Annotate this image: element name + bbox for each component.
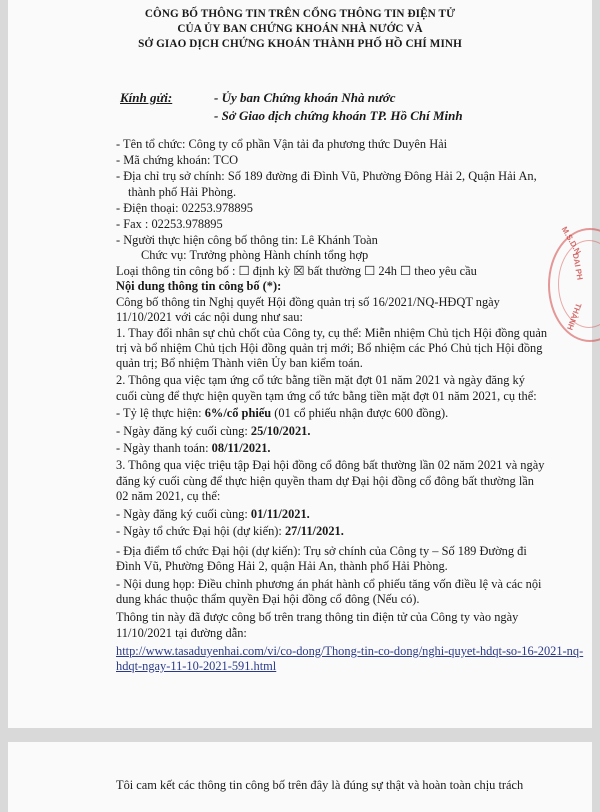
org-name: - Tên tổ chức: Công ty cổ phần Vận tải đa phương thức Duyên Hải [116,137,448,151]
payout-ratio-note: (01 cổ phiếu nhận được 600 đồng). [271,406,449,420]
item1-line-2: trị và bổ nhiệm Chủ tịch Hội đồng quản trị mới; Bổ nhiệm các Phó Chủ tịch Hội đồng [116,341,543,355]
record-date-label: - Ngày đăng ký cuối cùng: [116,424,251,438]
intro-line-2: 11/10/2021 với các nội dung như sau: [116,310,303,324]
discloser-position: Chức vụ: Trưởng phòng Hành chính tổng hợp [141,248,369,262]
venue-line-1: - Địa điểm tổ chức Đại hội (dự kiến): Trụ sở chính của Công ty – Số 189 Đường đi [116,544,527,558]
commitment-text: Tôi cam kết các thông tin công bố trên đây là đúng sự thật và hoàn toàn chịu trách [116,778,524,792]
intro-line-1: Công bố thông tin Nghị quyết Hội đồng quản trị số 16/2021/NQ-HĐQT ngày [116,295,500,309]
item1-line-3: quản trị; Bổ nhiệm Thành viên Ủy ban kiểm toán. [116,356,363,370]
recipient-hose: - Sở Giao dịch chứng khoán TP. Hồ Chí Minh [214,108,463,123]
fax: - Fax : 02253.978895 [116,217,223,231]
meeting-date [116,524,344,539]
meeting-date-value: 27/11/2021. [284,524,344,538]
header-line-3: SỞ GIAO DỊCH CHỨNG KHOÁN THÀNH PHỐ HỒ CHÍ MINH [138,38,462,50]
payment-date-label: - Ngày thanh toán: [116,441,212,455]
disclosure-link-line-1[interactable]: http://www.tasaduyenhai.com/vi/co-dong/Thong-tin-co-dong/nghi-quyet-hdqt-so-16-2021-nq- [116,644,584,658]
payment-date [116,441,271,456]
seal-text-1: DAI PH [570,252,585,281]
recipient-ssc: - Ủy ban Chứng khoán Nhà nước [214,90,396,105]
discloser: - Người thực hiện công bố thông tin: Lê Khánh Toàn [116,233,378,247]
published-line-2: 11/10/2021 tại đường dẫn: [116,626,247,640]
meeting-record-date-value: 01/11/2021. [250,507,310,521]
phone: - Điện thoại: 02253.978895 [116,201,253,215]
item3-line-1: 3. Thông qua việc triệu tập Đại hội đồng cổ đông bất thường lần 02 năm 2021 và ngày [116,458,545,472]
addressee-label: Kính gửi: [120,90,173,105]
item2-line-2: cuối cùng để thực hiện quyền tạm ứng cổ tức bằng tiền mặt đợt 01 năm 2021, cụ thể: [116,389,537,403]
payout-ratio [116,406,448,421]
seal-text-3: THÀNH [564,301,584,332]
document-page [8,0,592,728]
document-page-2 [8,742,592,812]
record-date [116,424,310,439]
record-date-value: 25/10/2021. [250,424,311,438]
meeting-record-date-label: - Ngày đăng ký cuối cùng: [116,507,251,521]
seal-text-2: M.S.D.N [559,225,583,256]
header-line-1: CÔNG BỐ THÔNG TIN TRÊN CỔNG THÔNG TIN ĐIỆN TỬ [144,8,456,20]
disclosure-link-line-2[interactable]: hdqt-ngay-11-10-2021-591.html [116,659,277,673]
header-line-2: CỦA ỦY BAN CHỨNG KHOÁN NHÀ NƯỚC VÀ [177,23,423,35]
stock-code: - Mã chứng khoán: TCO [116,153,239,167]
payout-ratio-value: 6%/cổ phiếu [204,406,272,420]
item2-line-1: 2. Thông qua việc tạm ứng cổ tức bằng tiền mặt đợt 01 năm 2021 và ngày đăng ký [116,373,525,387]
disclosure-type: Loại thông tin công bố : ☐ định kỳ ☒ bất thường ☐ 24h ☐ theo yêu cầu [116,264,477,278]
content-heading: Nội dung thông tin công bố (*): [116,279,282,293]
published-line-1: Thông tin này đã được công bố trên trang thông tin điện tử của Công ty vào ngày [116,610,519,624]
payment-date-value: 08/11/2021. [211,441,271,455]
agenda-line-2: dung khác thuộc thẩm quyền Đại hội đồng cổ đông (Nếu có). [116,592,420,606]
item3-line-3: 02 năm 2021, cụ thể: [116,489,221,503]
meeting-record-date [116,507,310,522]
item3-line-2: đăng ký cuối cùng để thực hiện quyền tham dự Đại hội đồng cổ đông bất thường lần [116,474,534,488]
item1-line-1: 1. Thay đổi nhân sự chủ chốt của Công ty, cụ thể: Miễn nhiệm Chủ tịch Hội đồng quản [116,326,548,340]
meeting-date-label: - Ngày tổ chức Đại hội (dự kiến): [116,524,285,538]
address-line-2: thành phố Hải Phòng. [128,185,237,199]
payout-ratio-label: - Tỷ lệ thực hiện: [116,406,205,420]
agenda-line-1: - Nội dung họp: Điều chỉnh phương án phát hành cổ phiếu tăng vốn điều lệ và các nội [116,577,542,591]
address-line-1: - Địa chỉ trụ sở chính: Số 189 đường đi Đình Vũ, Phường Đông Hải 2, Quận Hải An, [116,169,537,183]
venue-line-2: Đình Vũ, Phường Đông Hải 2, quận Hải An, thành phố Hải Phòng. [116,559,448,573]
